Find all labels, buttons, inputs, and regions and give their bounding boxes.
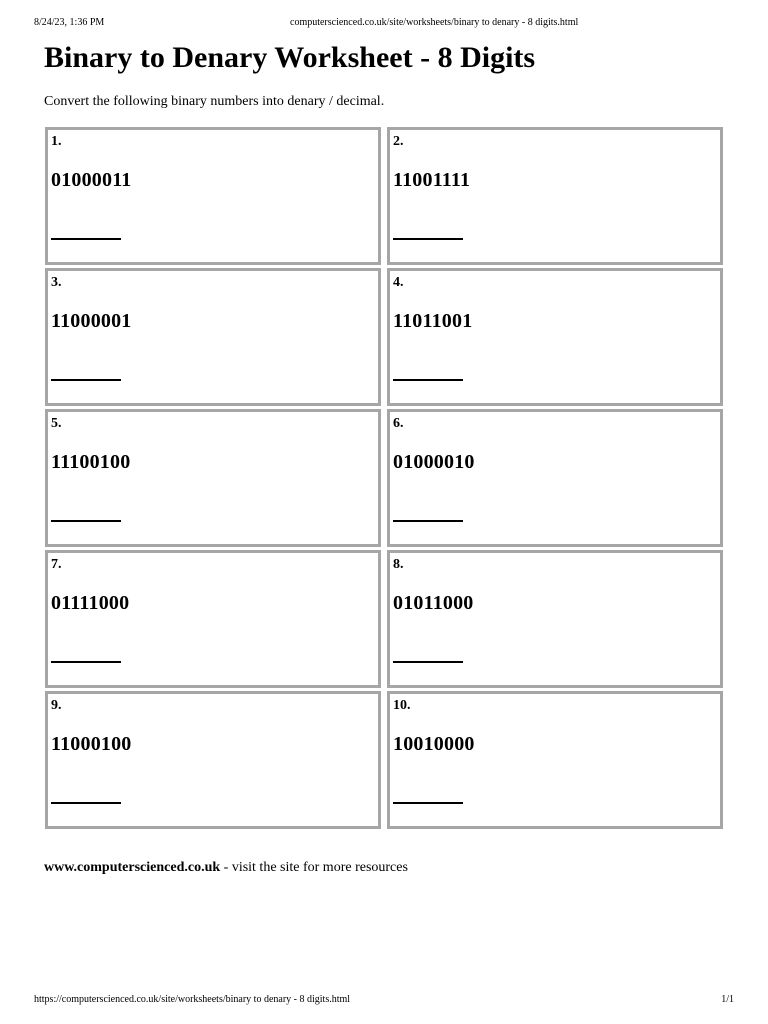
answer-line: [51, 503, 121, 522]
binary-value: 01111000: [51, 592, 130, 614]
page-title: Binary to Denary Worksheet - 8 Digits: [44, 41, 536, 74]
site-link[interactable]: www.computerscienced.co.uk: [44, 860, 221, 875]
question-number: 1.: [51, 134, 62, 149]
question-cell-1: [45, 127, 381, 265]
question-number: 10.: [393, 698, 411, 713]
footer-text: - visit the site for more resources: [220, 860, 408, 875]
answer-line: [51, 785, 121, 804]
answer-line: [393, 644, 463, 663]
question-number: 5.: [51, 416, 62, 431]
instructions: Convert the following binary numbers into denary / decimal.: [44, 94, 385, 109]
binary-value: 11100100: [51, 451, 131, 473]
question-cell-4: [387, 268, 723, 406]
question-cell-9: [45, 691, 381, 829]
answer-line: [51, 644, 121, 663]
binary-value: 11001111: [393, 169, 471, 191]
answer-line: [393, 503, 463, 522]
answer-line: [393, 221, 463, 240]
answer-line: [51, 221, 121, 240]
question-number: 8.: [393, 557, 404, 572]
question-number: 6.: [393, 416, 404, 431]
binary-value: 11000100: [51, 733, 132, 755]
question-number: 9.: [51, 698, 62, 713]
question-number: 3.: [51, 275, 62, 290]
binary-value: 10010000: [393, 733, 475, 755]
question-cell-7: [45, 550, 381, 688]
question-cell-10: [387, 691, 723, 829]
print-url: computerscienced.co.uk/site/worksheets/binary to denary - 8 digits.html: [290, 17, 579, 28]
answer-line: [393, 785, 463, 804]
binary-value: 01011000: [393, 592, 474, 614]
question-number: 7.: [51, 557, 62, 572]
answer-line: [393, 362, 463, 381]
page-number: 1/1: [721, 994, 734, 1005]
binary-value: 01000010: [393, 451, 475, 473]
question-number: 4.: [393, 275, 404, 290]
answer-line: [51, 362, 121, 381]
binary-value: 11000001: [51, 310, 132, 332]
question-grid: [45, 127, 723, 829]
question-number: 2.: [393, 134, 404, 149]
question-cell-5: [45, 409, 381, 547]
question-cell-6: [387, 409, 723, 547]
binary-value: 01000011: [51, 169, 132, 191]
question-cell-3: [45, 268, 381, 406]
question-cell-8: [387, 550, 723, 688]
print-footer-url: https://computerscienced.co.uk/site/worksheets/binary to denary - 8 digits.html: [34, 994, 351, 1005]
footer-line: [44, 859, 408, 876]
binary-value: 11011001: [393, 310, 473, 332]
question-cell-2: [387, 127, 723, 265]
print-datetime: 8/24/23, 1:36 PM: [34, 17, 105, 28]
